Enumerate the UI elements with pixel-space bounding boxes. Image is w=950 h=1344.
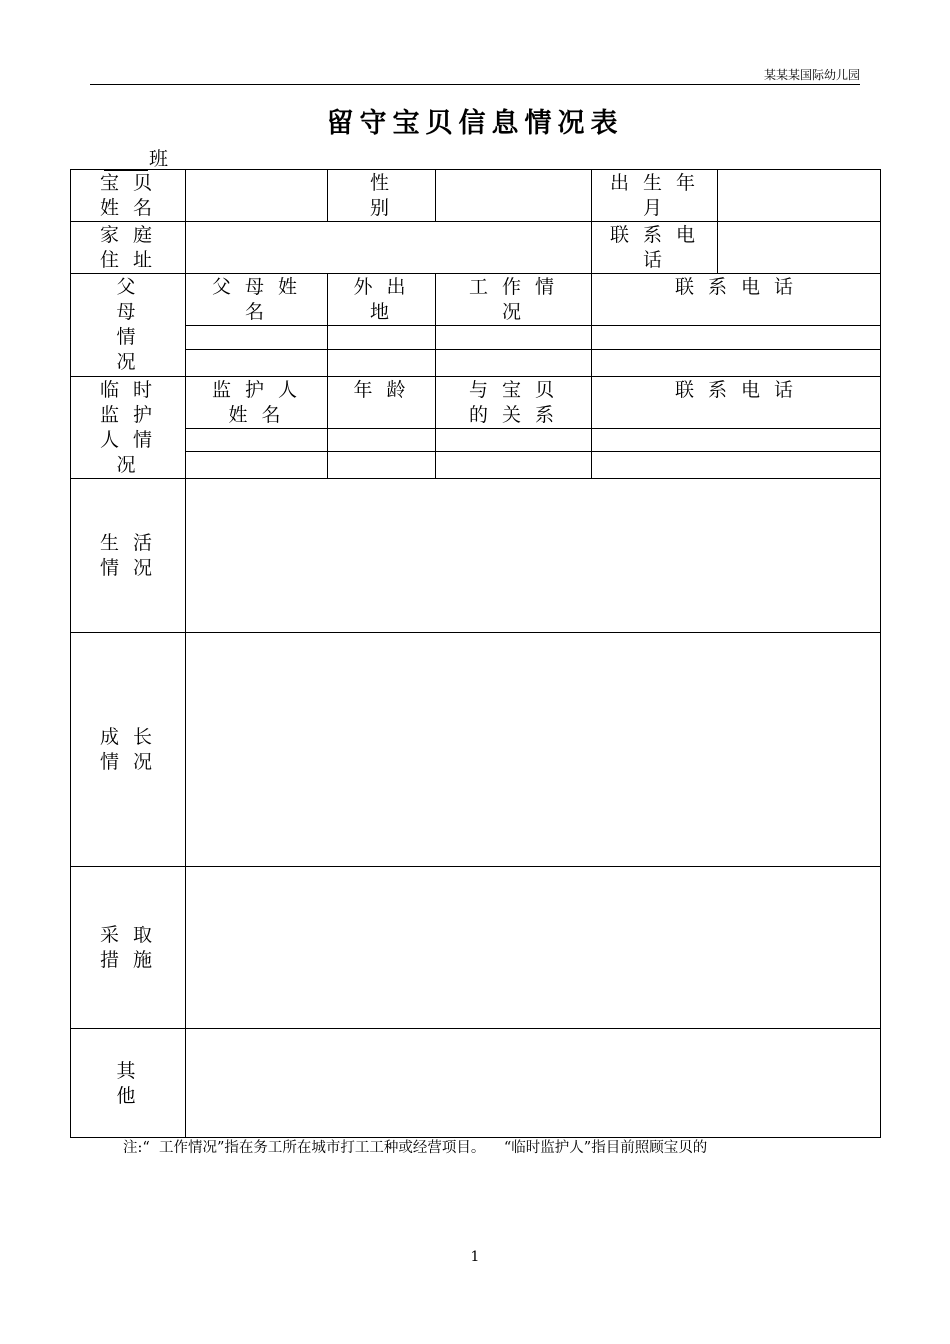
input-guardian-name-2[interactable] bbox=[186, 452, 328, 479]
input-phone[interactable] bbox=[718, 222, 881, 274]
input-measures[interactable] bbox=[186, 867, 881, 1029]
col-guardian-relation: 与 宝 贝 的 关 系 bbox=[436, 377, 592, 429]
label-child-name: 宝 贝 姓 名 bbox=[71, 170, 186, 222]
class-suffix: 班 bbox=[149, 148, 169, 170]
col-guardian-age: 年 龄 bbox=[328, 377, 436, 429]
class-line bbox=[104, 144, 168, 171]
label-birth: 出 生 年 月 bbox=[592, 170, 718, 222]
input-birth[interactable] bbox=[718, 170, 881, 222]
col-parent-work: 工 作 情 况 bbox=[436, 274, 592, 326]
label-life: 生 活 情 况 bbox=[71, 479, 186, 633]
input-guardian-age-1[interactable] bbox=[328, 429, 436, 452]
header-org-name: 某某某国际幼儿园 bbox=[763, 68, 860, 82]
input-guardian-age-2[interactable] bbox=[328, 452, 436, 479]
input-guardian-relation-1[interactable] bbox=[436, 429, 592, 452]
label-measures: 采 取 措 施 bbox=[71, 867, 186, 1029]
input-parent-name-2[interactable] bbox=[186, 350, 328, 377]
input-child-name[interactable] bbox=[186, 170, 328, 222]
input-parent-phone-2[interactable] bbox=[592, 350, 881, 377]
input-parent-phone-1[interactable] bbox=[592, 326, 881, 350]
page-number: 1 bbox=[470, 1249, 480, 1265]
page-title: 留守宝贝信息情况表 bbox=[326, 108, 624, 139]
input-parent-work-2[interactable] bbox=[436, 350, 592, 377]
header-rule bbox=[90, 84, 860, 85]
label-gender: 性 别 bbox=[328, 170, 436, 222]
input-address[interactable] bbox=[186, 222, 592, 274]
input-parent-name-1[interactable] bbox=[186, 326, 328, 350]
input-growth[interactable] bbox=[186, 633, 881, 867]
input-parent-work-1[interactable] bbox=[436, 326, 592, 350]
label-guardian: 临 时 监 护 人 情 况 bbox=[71, 377, 186, 479]
col-parent-place: 外 出 地 bbox=[328, 274, 436, 326]
label-other: 其 他 bbox=[71, 1029, 186, 1138]
label-phone: 联 系 电 话 bbox=[592, 222, 718, 274]
input-parent-place-1[interactable] bbox=[328, 326, 436, 350]
input-guardian-phone-2[interactable] bbox=[592, 452, 881, 479]
col-guardian-phone: 联 系 电 话 bbox=[592, 377, 881, 429]
input-gender[interactable] bbox=[436, 170, 592, 222]
col-parent-phone: 联 系 电 话 bbox=[592, 274, 881, 326]
col-guardian-name: 监 护 人 姓 名 bbox=[186, 377, 328, 429]
label-growth: 成 长 情 况 bbox=[71, 633, 186, 867]
input-guardian-name-1[interactable] bbox=[186, 429, 328, 452]
input-life[interactable] bbox=[186, 479, 881, 633]
input-other[interactable] bbox=[186, 1029, 881, 1138]
footnote: 注:“ 工作情况”指在务工所在城市打工工种或经营项目。 “临时监护人”指目前照顾宝贝的 bbox=[123, 1140, 708, 1156]
input-parent-place-2[interactable] bbox=[328, 350, 436, 377]
col-parent-name: 父 母 姓 名 bbox=[186, 274, 328, 326]
input-guardian-relation-2[interactable] bbox=[436, 452, 592, 479]
input-guardian-phone-1[interactable] bbox=[592, 429, 881, 452]
info-form-table bbox=[70, 169, 881, 1138]
label-address: 家 庭 住 址 bbox=[71, 222, 186, 274]
label-parents: 父 母 情 况 bbox=[71, 274, 186, 377]
